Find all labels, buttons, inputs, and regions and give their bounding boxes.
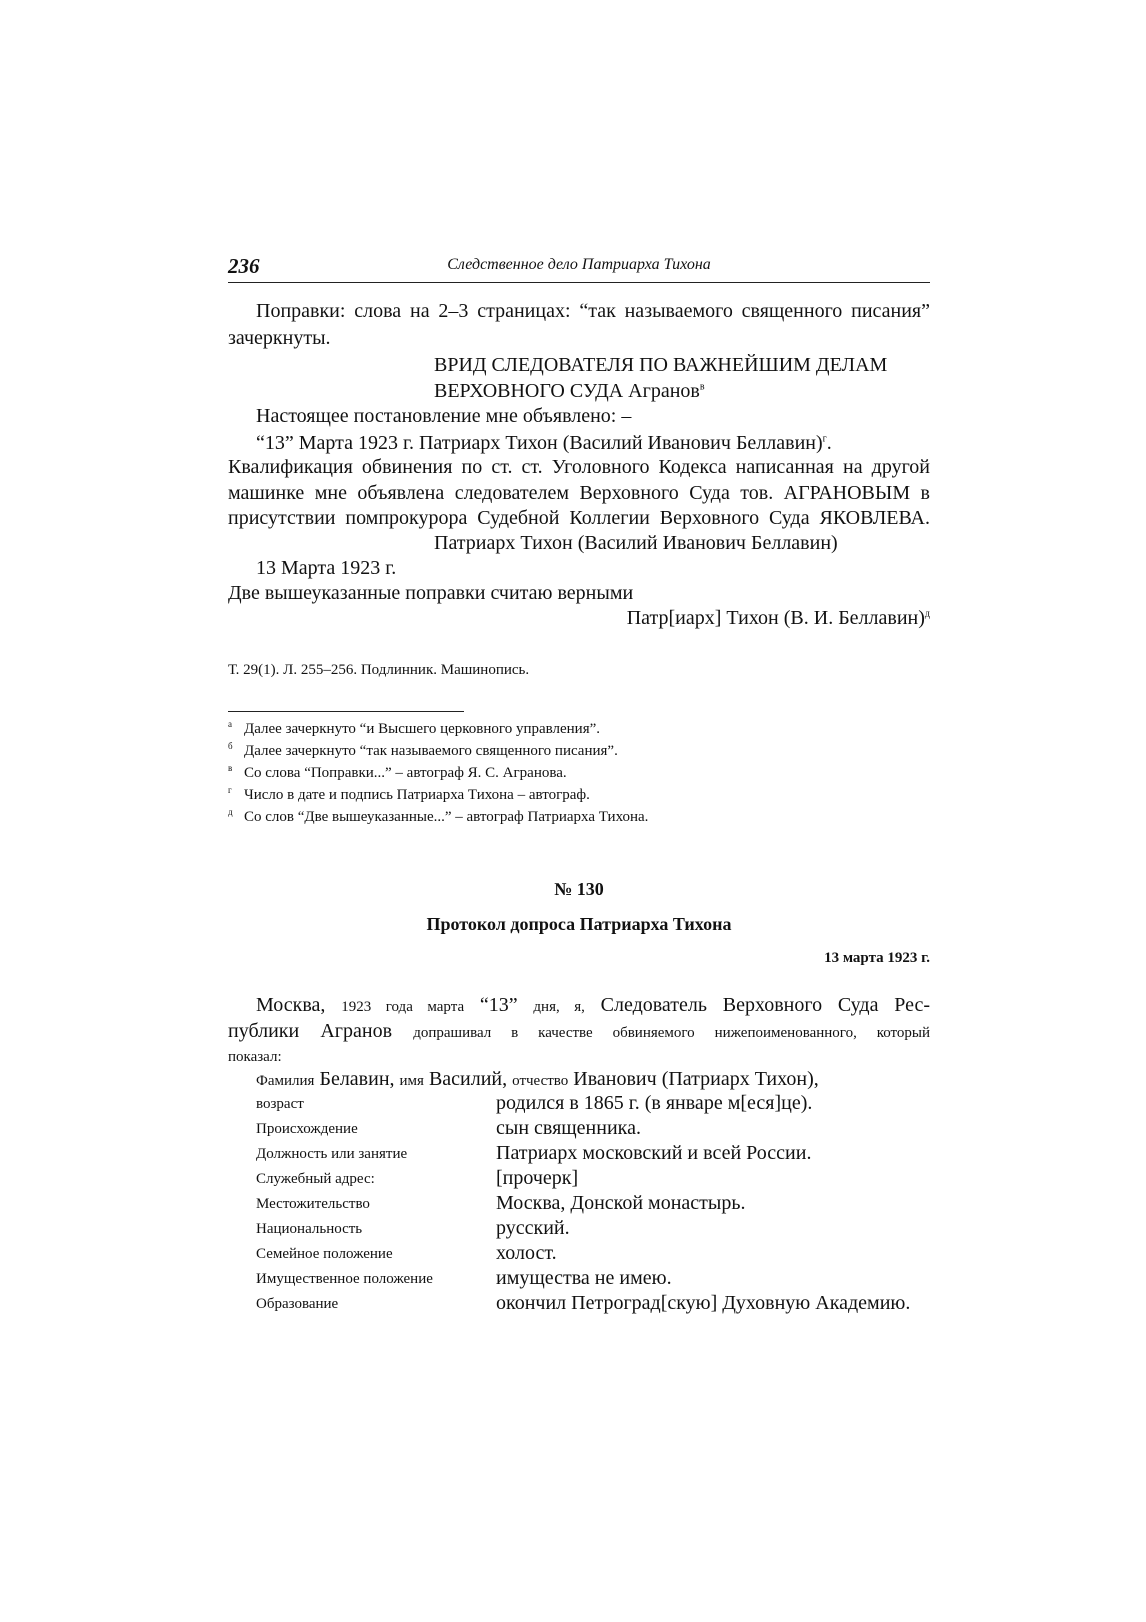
document-date: 13 марта 1923 г. (824, 950, 930, 966)
amendment-line-1: Поправки: слова на 2–3 страницах: “так называемого священного писания” (256, 300, 930, 322)
signature-date: 13 Марта 1923 г. (256, 557, 397, 579)
signer-title-text: ВЕРХОВНОГО СУДА Агранов (434, 380, 700, 402)
field-value: Патриарх московский и всей России. (496, 1142, 812, 1164)
intro-investigator: Следователь Верховного Суда Рес- (600, 994, 930, 1016)
field-value: Москва, Донской монастырь. (496, 1192, 746, 1214)
field-value: родился в 1865 г. (в январе м[еся]це). (496, 1092, 813, 1114)
footnote-v: в Со слова “Поправки...” – автограф Я. С. Агранова. (228, 763, 567, 781)
field-value: [прочерк] (496, 1167, 579, 1189)
footnote-marker-g: г (822, 433, 827, 445)
footnote-g: г Число в дате и подпись Патриарха Тихона – автограф. (228, 785, 590, 803)
field-row-residence (256, 1192, 930, 1217)
announcement-line: Настоящее постановление мне объявлено: – (256, 405, 632, 427)
archival-source: Т. 29(1). Л. 255–256. Подлинник. Машинопись. (228, 662, 530, 678)
running-header (228, 252, 930, 283)
footnote-text: Далее зачеркнуто “так называемого священного писания”. (244, 743, 618, 759)
name-line (256, 1066, 958, 1095)
first-name-label: имя (399, 1073, 424, 1089)
qualification-line-3: присутствии помпрокурора Судебной Коллегии Верховного Суда ЯКОВЛЕВА. (228, 507, 930, 529)
patriarch-signature: Патриарх Тихон (Василий Иванович Беллавин) (434, 532, 838, 554)
field-value: окончил Петроград[скую] Духовную Академию. (496, 1292, 911, 1314)
footnote-marker-v: в (699, 381, 705, 393)
intro-line-2 (228, 1018, 930, 1047)
book-page (228, 0, 930, 1622)
field-label: возраст (256, 1096, 304, 1112)
intro-day-word: дня, я, (533, 999, 585, 1015)
patronymic-value: Иванович (Патриарх Тихон), (573, 1068, 819, 1090)
footnote-text: Со слова “Поправки...” – автограф Я. С. Агранова. (244, 765, 567, 781)
field-value: холост. (496, 1242, 557, 1264)
date-signature-line (256, 430, 958, 457)
field-label: Имущественное положение (256, 1271, 433, 1287)
intro-line-1 (256, 992, 930, 1021)
document-title: Протокол допроса Патриарха Тихона (426, 914, 732, 934)
first-name-value: Василий, (428, 1068, 508, 1090)
signer-title-line-2 (434, 378, 930, 405)
footnote-divider (228, 711, 464, 712)
date-signature-text: “13” Марта 1923 г. Патриарх Тихон (Василий Иванович Беллавин) (256, 432, 823, 454)
signer-title-line-1: ВРИД СЛЕДОВАТЕЛЯ ПО ВАЖНЕЙШИМ ДЕЛАМ (434, 354, 888, 376)
amendment-line-2: зачеркнуты. (228, 327, 331, 349)
page-number: 236 (228, 254, 260, 278)
field-row-nationality (256, 1217, 930, 1242)
footnote-d: д Со слов “Две вышеуказанные...” – автограф Патриарха Тихона. (228, 807, 649, 825)
field-row-education (256, 1292, 930, 1317)
surname-value: Белавин, (319, 1068, 395, 1090)
footnote-text: Число в дате и подпись Патриарха Тихона – автограф. (244, 787, 590, 803)
final-signature-line (228, 605, 930, 632)
field-row-age (256, 1092, 930, 1117)
intro-year: 1923 года марта (341, 999, 465, 1015)
footnote-b: б Далее зачеркнуто “так называемого священного писания”. (228, 741, 618, 759)
field-value: русский. (496, 1217, 570, 1239)
field-label: Национальность (256, 1221, 363, 1237)
field-label: Происхождение (256, 1121, 358, 1137)
amendments-confirmed: Две вышеуказанные поправки считаю верными (228, 582, 634, 604)
field-value: сын священника. (496, 1117, 641, 1139)
qualification-line-1: Квалификация обвинения по ст. ст. Уголовного Кодекса написанная на другой (228, 456, 930, 478)
patronymic-label: отчество (512, 1073, 569, 1089)
field-label: Должность или занятие (256, 1146, 408, 1162)
document-number: № 130 (554, 879, 604, 899)
intro-city: Москва, (256, 994, 326, 1016)
footnote-a: а Далее зачеркнуто “и Высшего церковного управления”. (228, 719, 601, 737)
field-label: Семейное положение (256, 1246, 393, 1262)
field-row-origin (256, 1117, 930, 1142)
footnote-marker-d: д (924, 608, 930, 620)
footnote-text: Со слов “Две вышеуказанные...” – автограф Патриарха Тихона. (244, 809, 649, 825)
running-title: Следственное дело Патриарха Тихона (447, 256, 711, 273)
field-row-occupation (256, 1142, 930, 1167)
field-label: Образование (256, 1296, 339, 1312)
field-value: имущества не имею. (496, 1267, 672, 1289)
intro-day: “13” (479, 994, 518, 1016)
field-row-property (256, 1267, 930, 1292)
footnote-text: Далее зачеркнуто “и Высшего церковного управления”. (244, 721, 601, 737)
field-row-marital-status (256, 1242, 930, 1267)
qualification-line-2: машинке мне объявлена следователем Верховного Суда тов. АГРАНОВЫМ в (228, 482, 930, 504)
field-label: Служебный адрес: (256, 1171, 375, 1187)
field-row-work-address (256, 1167, 930, 1192)
date-signature-end: . (826, 432, 832, 454)
intro-line-3: показал: (228, 1049, 282, 1065)
intro-interrogated: допрашивал в качестве обвиняемого нижепоименованного, который (413, 1025, 931, 1041)
field-label: Местожительство (256, 1196, 370, 1212)
final-signature-text: Патр[иарх] Тихон (В. И. Беллавин) (626, 607, 925, 629)
surname-label: Фамилия (256, 1073, 315, 1089)
intro-republic: публики Агранов (228, 1020, 393, 1042)
